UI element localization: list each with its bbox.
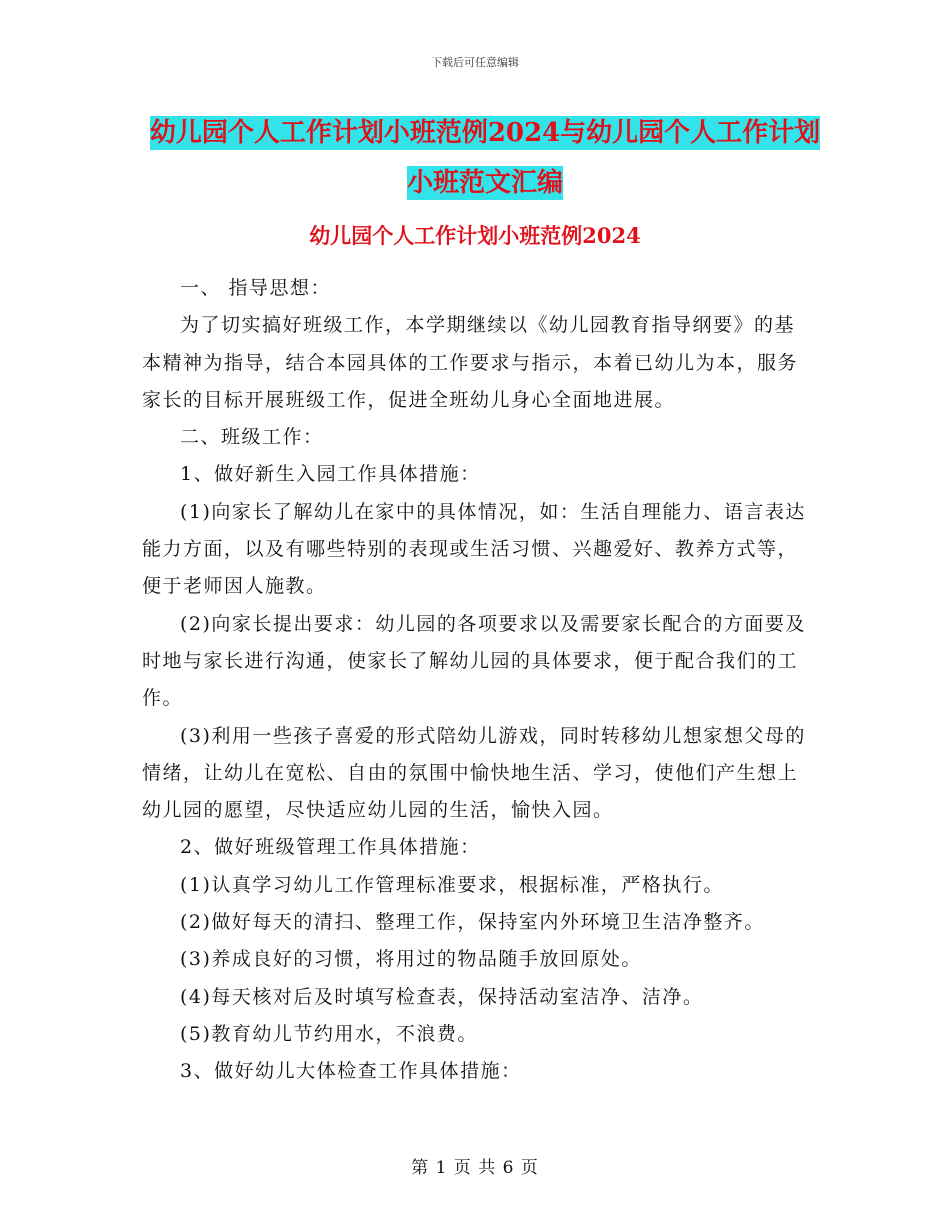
paragraph: 1、做好新生入园工作具体措施： (180, 463, 481, 486)
paragraph: (5)教育幼儿节约用水，不浪费。 (180, 1022, 478, 1045)
paragraph: (3)养成良好的习惯，将用过的物品随手放回原处。 (180, 948, 642, 971)
paragraph: (1)认真学习幼儿工作管理标准要求，根据标准，严格执行。 (180, 873, 724, 896)
section-title: 幼儿园个人工作计划小班范例2024 (309, 223, 641, 248)
paragraph: 二、班级工作： (180, 426, 324, 449)
header-note: 下载后可任意编辑 (431, 56, 519, 69)
document-title (140, 108, 830, 208)
paragraph: (1)向家长了解幼儿在家中的具体情况，如：生活自理能力、语言表达能力方面，以及有哪些特别的表现或生活习惯、兴趣爱好、教养方式等，便于老师因人施教。 (142, 500, 806, 598)
paragraph: (2)做好每天的清扫、整理工作，保持室内外环境卫生洁净整齐。 (180, 911, 765, 934)
paragraph: 一、 指导思想： (180, 277, 332, 299)
page-footer: 第 1 页 共 6 页 (411, 1158, 539, 1178)
paragraph: (3)利用一些孩子喜爱的形式陪幼儿游戏，同时转移幼儿想家想父母的情绪，让幼儿在宽松、自由的氛围中愉快地生活、学习，使他们产生想上幼儿园的愿望，尽快适应幼儿园的生活，愉快入园。 (142, 724, 806, 822)
document-title-text: 幼儿园个人工作计划小班范例2024与幼儿园个人工作计划小班范文汇编 (149, 118, 821, 198)
body-text (142, 270, 808, 1091)
paragraph: (2)向家长提出要求：幼儿园的各项要求以及需要家长配合的方面要及时地与家长进行沟通，使家长了解幼儿园的具体要求，便于配合我们的工作。 (142, 612, 806, 710)
paragraph: 为了切实搞好班级工作，本学期继续以《幼儿园教育指导纲要》的基本精神为指导，结合本园具体的工作要求与指示，本着已幼儿为本，服务家长的目标开展班级工作，促进全班幼儿身心全面地进展。 (142, 314, 799, 411)
paragraph: 2、做好班级管理工作具体措施： (180, 836, 481, 859)
paragraph: 3、做好幼儿大体检查工作具体措施： (180, 1060, 522, 1083)
paragraph: (4)每天核对后及时填写检查表，保持活动室洁净、洁净。 (180, 985, 704, 1008)
